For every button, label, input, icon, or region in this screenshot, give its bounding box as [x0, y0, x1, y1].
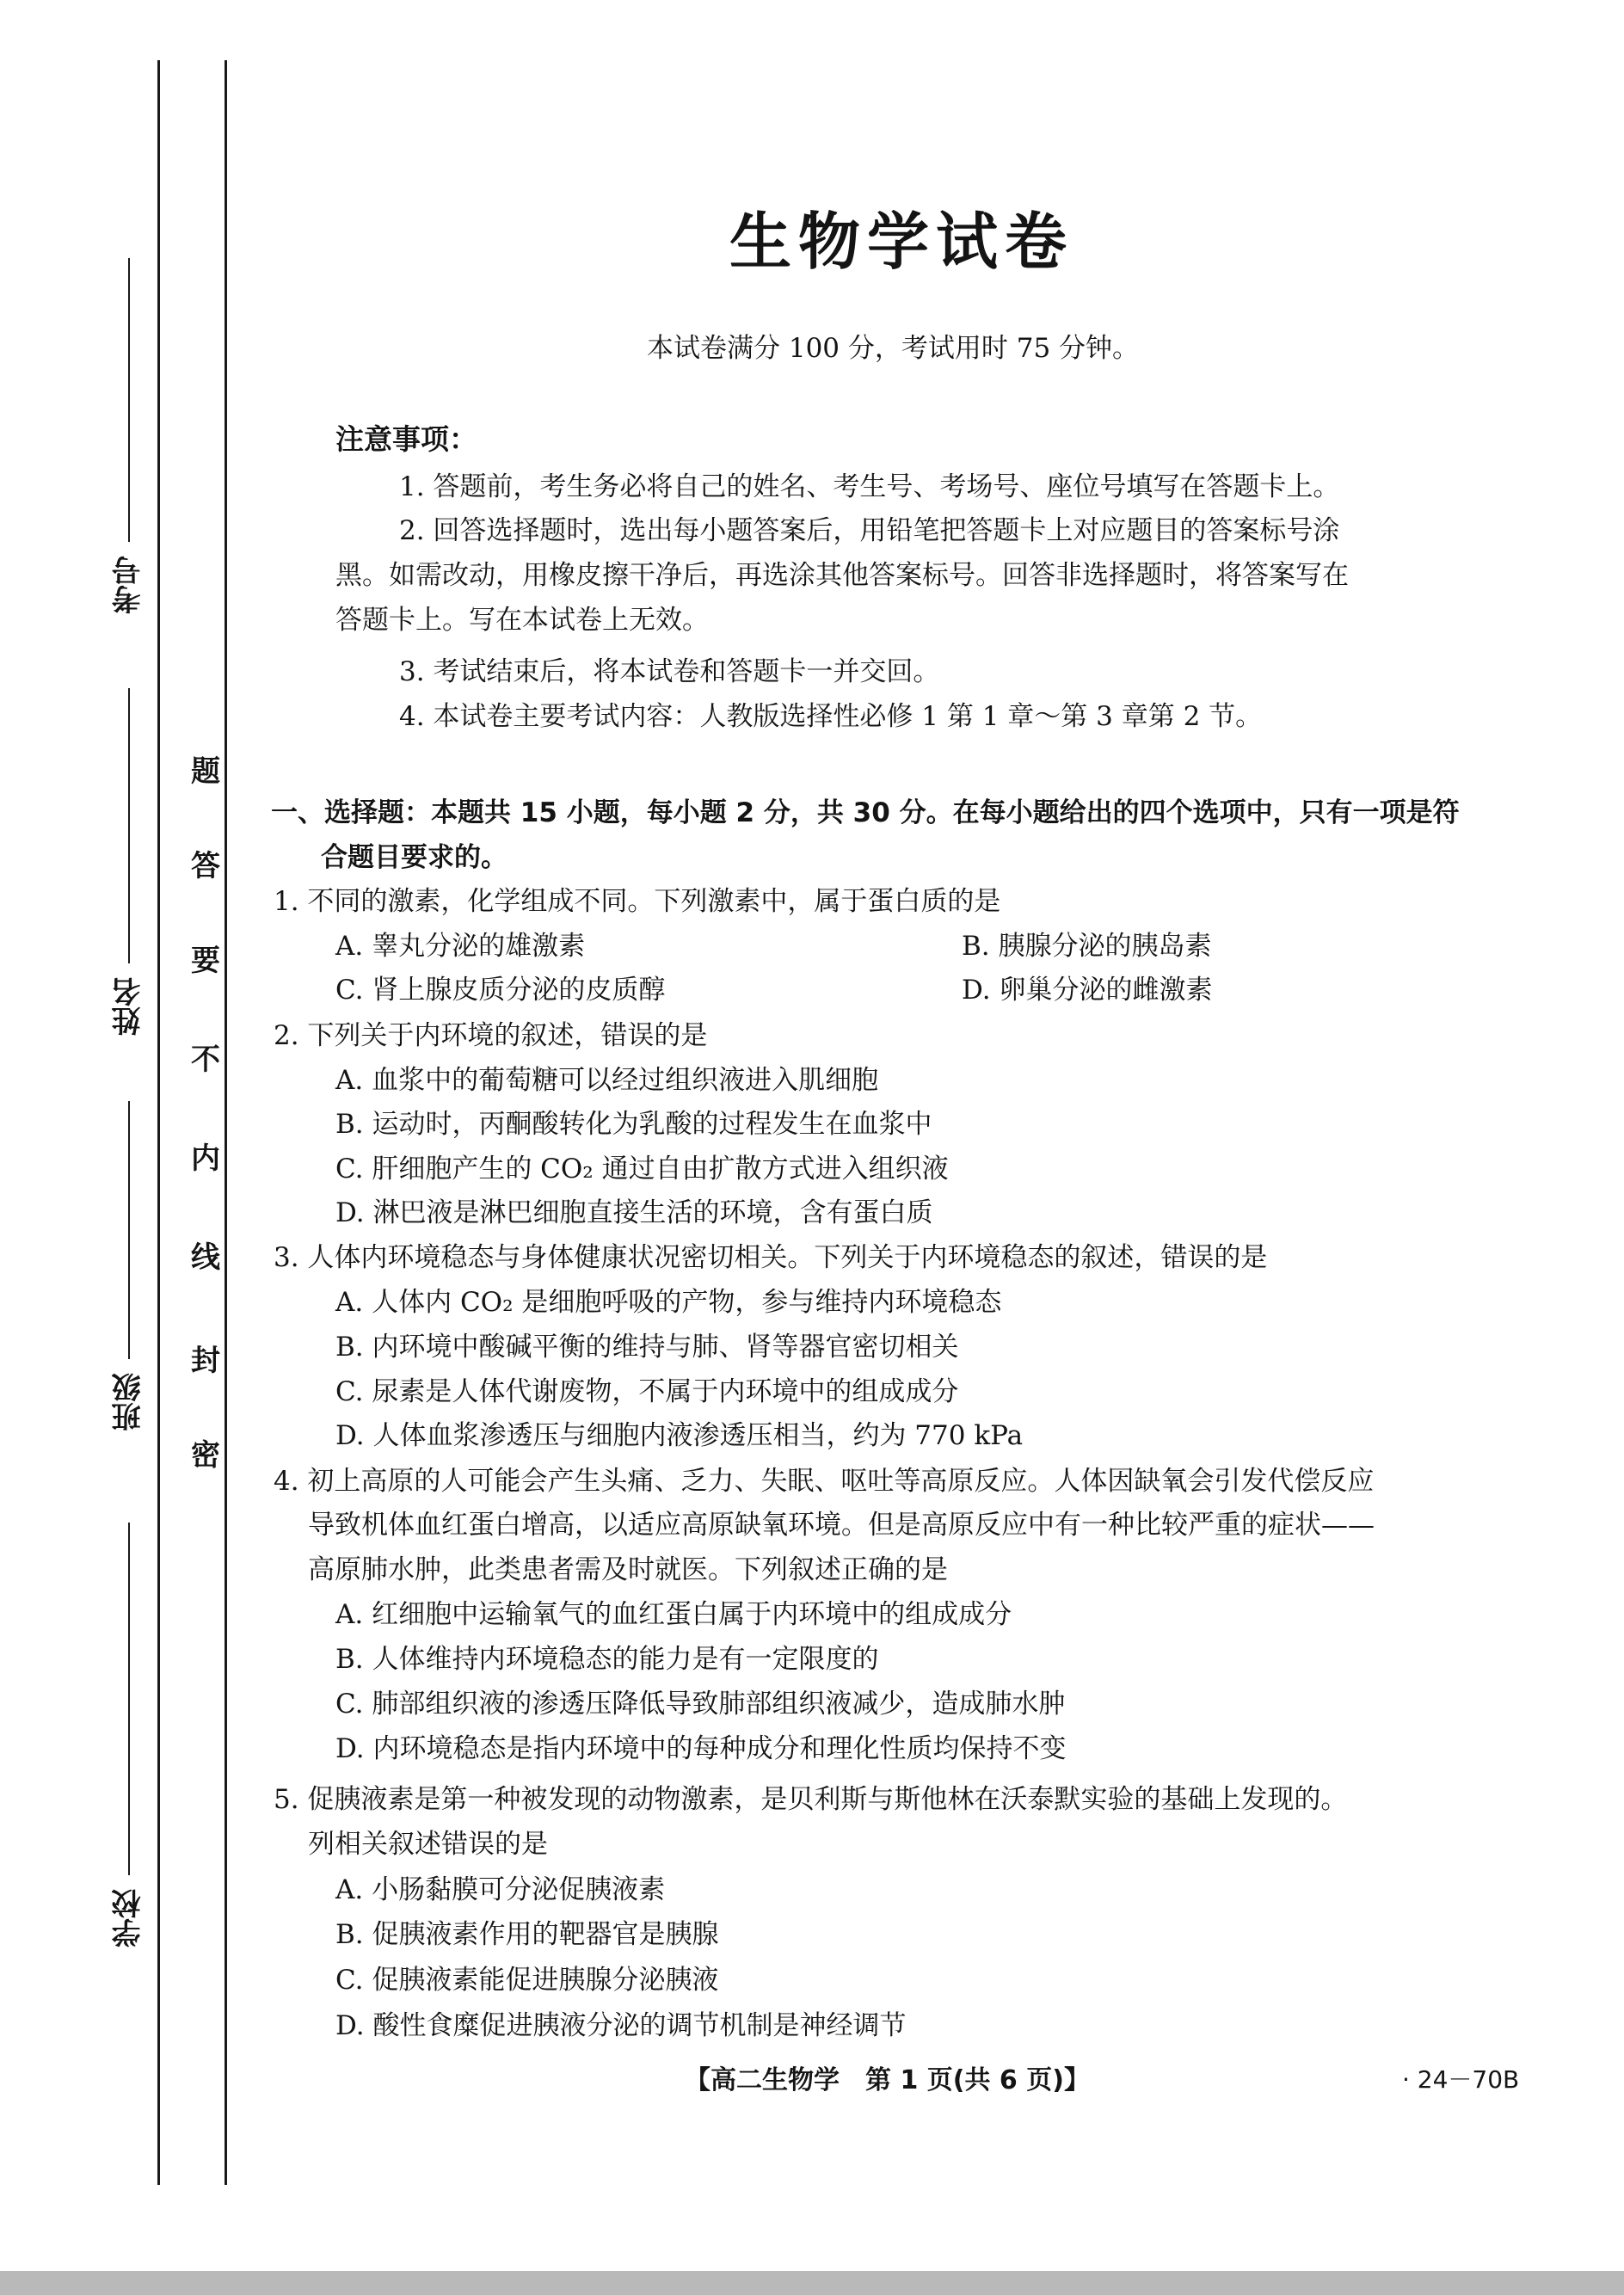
answer-option: C. 尿素是人体代谢废物，不属于内环境中的组成成分: [335, 1376, 959, 1407]
answer-option: D. 人体血浆渗透压与细胞内液渗透压相当，约为 770 kPa: [335, 1420, 1024, 1451]
notes-line: 2. 回答选择题时，选出每小题答案后，用铅笔把答题卡上对应题目的答案标号涂: [399, 515, 1340, 546]
class-label: 班级: [112, 1373, 146, 1431]
seal-char: 答: [191, 849, 220, 883]
name-label: 姓名: [112, 977, 146, 1036]
question-stem: 2. 下列关于内环境的叙述，错误的是: [274, 1020, 708, 1051]
seal-char: 要: [191, 944, 220, 978]
answer-option: A. 红细胞中运输氧气的血红蛋白属于内环境中的组成成分: [335, 1599, 1012, 1630]
answer-option: B. 人体维持内环境稳态的能力是有一定限度的: [335, 1644, 879, 1675]
name-blank[interactable]: [128, 688, 130, 963]
question-stem: 3. 人体内环境稳态与身体健康状况密切相关。下列关于内环境稳态的叙述，错误的是: [274, 1242, 1268, 1273]
notes-line: 答题卡上。写在本试卷上无效。: [335, 605, 709, 636]
exam-code: · 24－70B: [1402, 2065, 1520, 2094]
class-blank[interactable]: [128, 1101, 130, 1359]
answer-option: B. 胰腺分泌的胰岛素: [962, 931, 1212, 962]
question-stem: 1. 不同的激素，化学组成不同。下列激素中，属于蛋白质的是: [274, 886, 1001, 917]
answer-option: A. 人体内 CO₂ 是细胞呼吸的产物，参与维持内环境稳态: [335, 1287, 1002, 1318]
question-stem: 列相关叙述错误的是: [308, 1829, 548, 1860]
answer-option: B. 促胰液素作用的靶器官是胰腺: [335, 1919, 719, 1950]
exam-number-label: 考号: [112, 556, 146, 614]
notes-line: 4. 本试卷主要考试内容：人教版选择性必修 1 第 1 章～第 3 章第 2 节。: [399, 701, 1263, 732]
name-field[interactable]: [95, 688, 163, 1036]
answer-option: A. 小肠黏膜可分泌促胰液素: [335, 1874, 666, 1905]
answer-option: B. 内环境中酸碱平衡的维持与肺、肾等器官密切相关: [335, 1332, 959, 1363]
seal-char: 内: [191, 1141, 220, 1176]
notes-line: 1. 答题前，考生务必将自己的姓名、考生号、考场号、座位号填写在答题卡上。: [399, 471, 1340, 502]
notes-heading: 注意事项：: [335, 422, 477, 456]
scan-edge: [0, 2271, 1624, 2295]
exam-number-blank[interactable]: [128, 258, 130, 542]
answer-option: D. 卵巢分泌的雌激素: [962, 975, 1213, 1006]
answer-option: C. 肺部组织液的渗透压降低导致肺部组织液减少，造成肺水肿: [335, 1689, 1066, 1720]
answer-option: A. 睾丸分泌的雄激素: [335, 931, 586, 962]
notes-line: 黑。如需改动，用橡皮擦干净后，再选涂其他答案标号。回答非选择题时，将答案写在: [335, 560, 1349, 591]
answer-option: C. 肾上腺皮质分泌的皮质醇: [335, 975, 666, 1006]
seal-char: 密: [191, 1438, 220, 1473]
answer-option: D. 内环境稳态是指内环境中的每种成分和理化性质均保持不变: [335, 1733, 1067, 1764]
answer-option: C. 促胰液素能促进胰腺分泌胰液: [335, 1965, 719, 1996]
question-stem: 高原肺水肿，此类患者需及时就医。下列叙述正确的是: [308, 1554, 948, 1585]
question-stem: 4. 初上高原的人可能会产生头痛、乏力、失眠、呕吐等高原反应。人体因缺氧会引发代偿反应: [274, 1466, 1375, 1497]
answer-option: D. 淋巴液是淋巴细胞直接生活的环境，含有蛋白质: [335, 1197, 933, 1228]
page-title: 生物学试卷: [729, 206, 1073, 278]
seal-char: 不: [191, 1043, 220, 1077]
binding-line-inner: [225, 60, 227, 2185]
answer-option: D. 酸性食糜促进胰液分泌的调节机制是神经调节: [335, 2010, 907, 2041]
answer-option: B. 运动时，丙酮酸转化为乳酸的过程发生在血浆中: [335, 1109, 932, 1140]
class-field[interactable]: [95, 1101, 163, 1431]
school-blank[interactable]: [128, 1523, 130, 1875]
question-stem: 5. 促胰液素是第一种被发现的动物激素，是贝利斯与斯他林在沃泰默实验的基础上发现的。: [274, 1784, 1348, 1815]
answer-option: A. 血浆中的葡萄糖可以经过组织液进入肌细胞: [335, 1065, 879, 1096]
school-field[interactable]: [95, 1523, 163, 1947]
exam-number-field[interactable]: [95, 258, 163, 614]
answer-option: C. 肝细胞产生的 CO₂ 通过自由扩散方式进入组织液: [335, 1154, 949, 1184]
notes-line: 3. 考试结束后，将本试卷和答题卡一并交回。: [399, 656, 940, 687]
question-stem: 导致机体血红蛋白增高，以适应高原缺氧环境。但是高原反应中有一种比较严重的症状——: [308, 1510, 1375, 1541]
exam-intro: 本试卷满分 100 分，考试用时 75 分钟。: [647, 333, 1140, 364]
school-label: 学校: [112, 1889, 146, 1947]
section-heading-cont: 合题目要求的。: [321, 842, 508, 873]
seal-char: 封: [191, 1344, 220, 1378]
page-footer: 【高二生物学 第 1 页(共 6 页)】: [685, 2065, 1090, 2095]
seal-char: 题: [191, 754, 220, 789]
seal-char: 线: [191, 1240, 220, 1275]
section-heading: 一、选择题：本题共 15 小题，每小题 2 分，共 30 分。在每小题给出的四个选项中，只有一项是符: [271, 797, 1460, 828]
